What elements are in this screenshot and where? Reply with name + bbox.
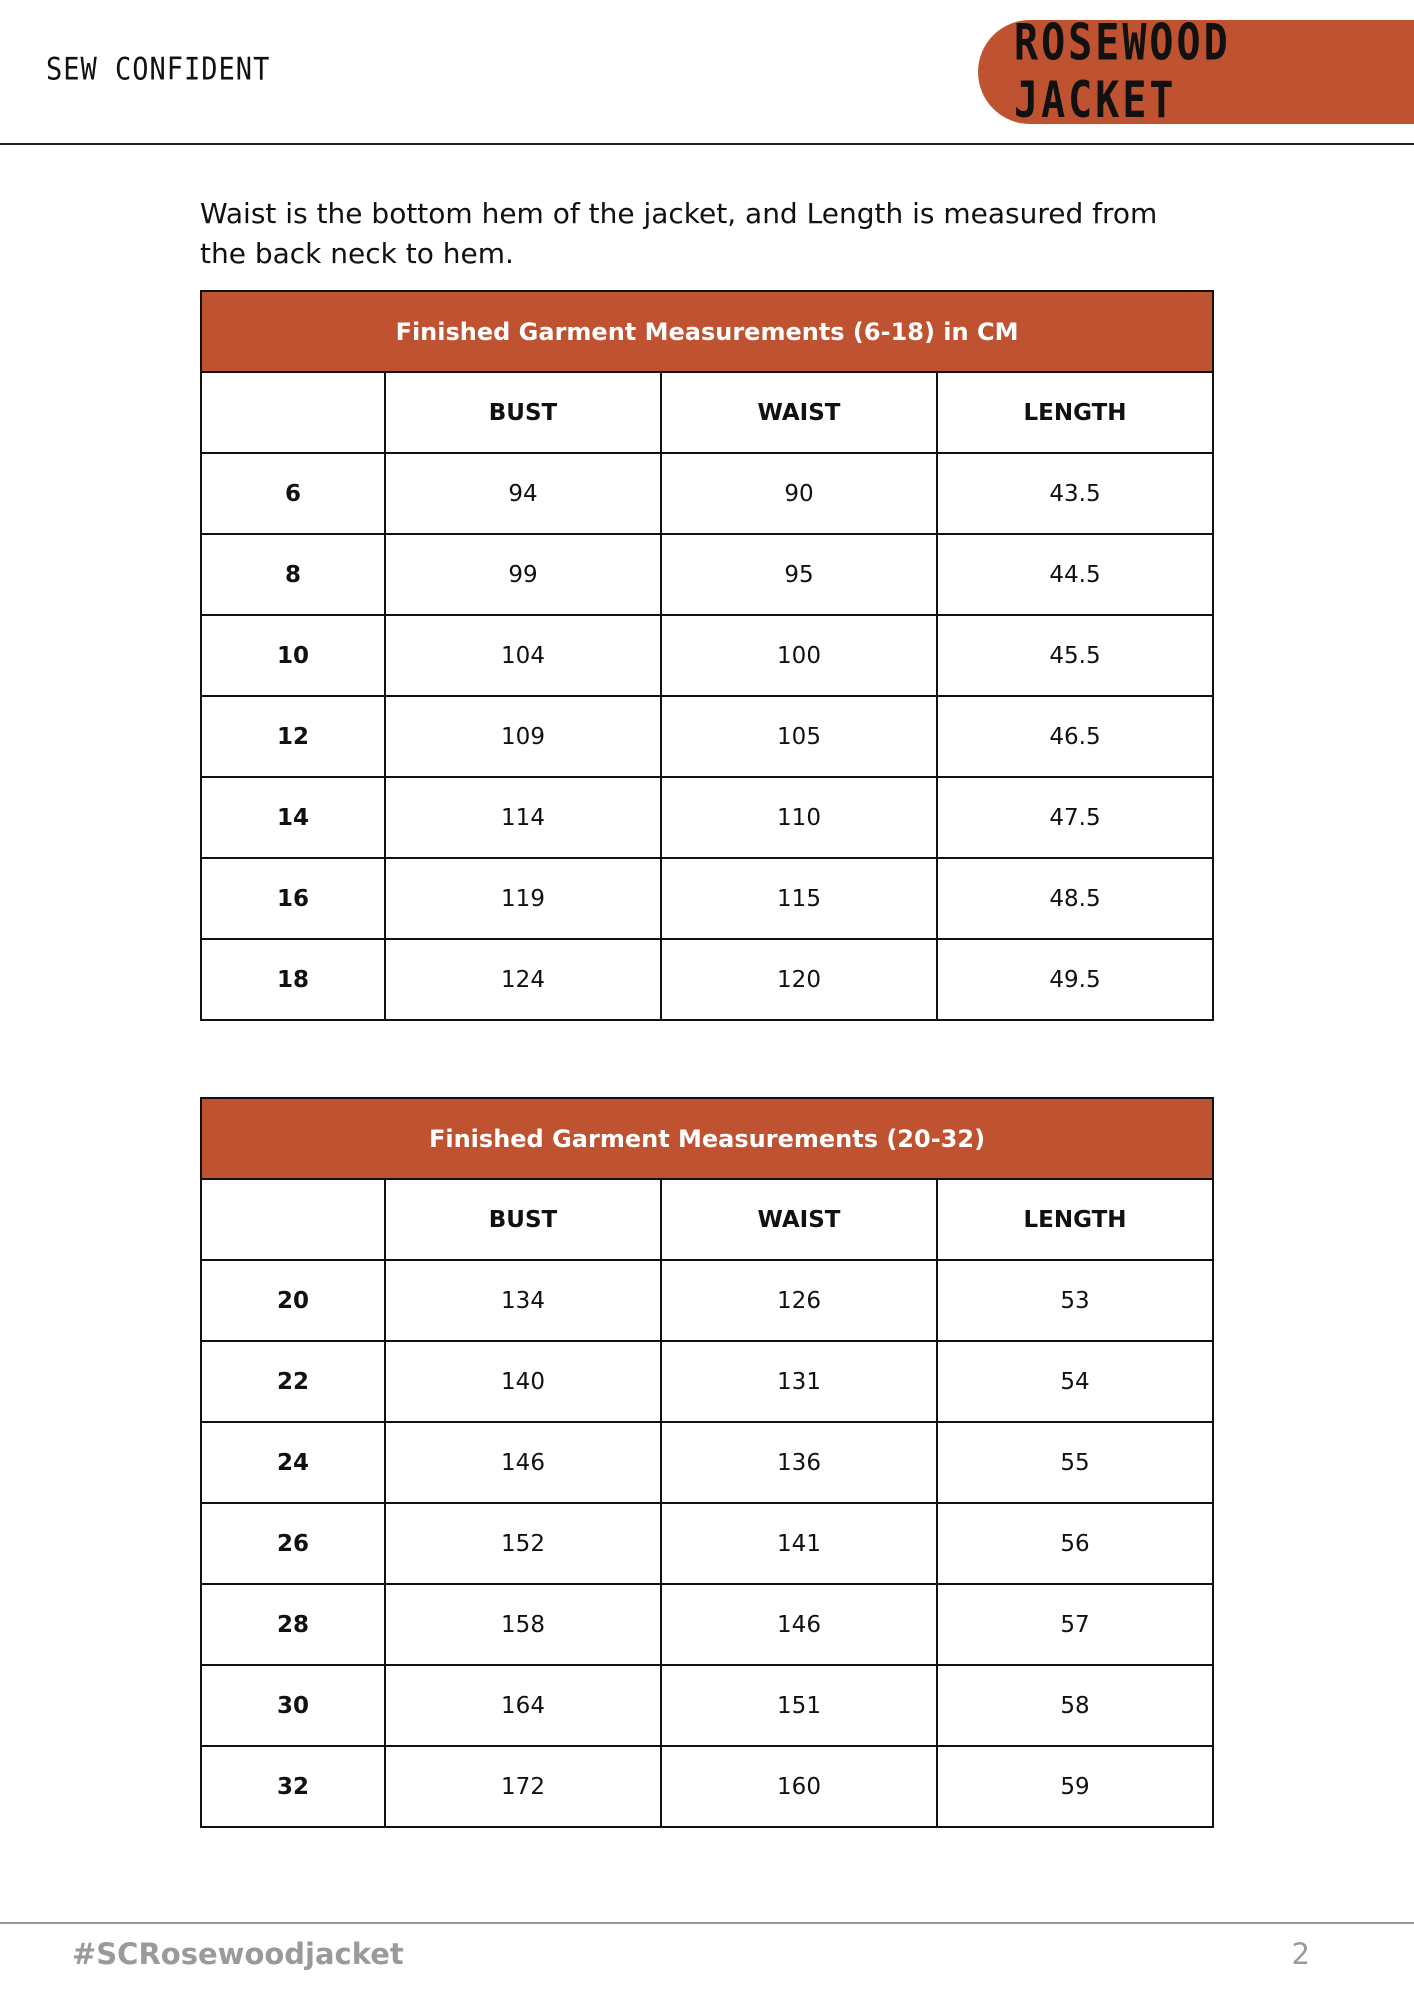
table-row	[201, 1746, 1213, 1827]
waist-cell: 131	[661, 1341, 937, 1422]
table-row	[201, 1665, 1213, 1746]
table-row	[201, 1503, 1213, 1584]
bust-cell: 134	[385, 1260, 661, 1341]
table-row	[201, 777, 1213, 858]
measurements-table-6-18	[200, 290, 1214, 1021]
document-title: ROSEWOOD JACKET	[1014, 14, 1231, 130]
size-cell: 12	[201, 696, 385, 777]
bust-cell: 94	[385, 453, 661, 534]
length-cell: 47.5	[937, 777, 1213, 858]
length-cell: 56	[937, 1503, 1213, 1584]
size-cell: 18	[201, 939, 385, 1020]
intro-text: Waist is the bottom hem of the jacket, and Length is measured from the back neck to hem.	[200, 197, 1158, 270]
size-cell: 8	[201, 534, 385, 615]
waist-cell: 120	[661, 939, 937, 1020]
waist-cell: 151	[661, 1665, 937, 1746]
column-header-waist: WAIST	[661, 372, 937, 453]
bust-cell: 152	[385, 1503, 661, 1584]
size-cell: 24	[201, 1422, 385, 1503]
column-header-bust: BUST	[385, 372, 661, 453]
waist-cell: 136	[661, 1422, 937, 1503]
size-cell: 22	[201, 1341, 385, 1422]
bust-cell: 164	[385, 1665, 661, 1746]
table-row	[201, 453, 1213, 534]
waist-cell: 115	[661, 858, 937, 939]
column-header-size	[201, 372, 385, 453]
size-cell: 6	[201, 453, 385, 534]
bust-cell: 140	[385, 1341, 661, 1422]
bust-cell: 114	[385, 777, 661, 858]
length-cell: 46.5	[937, 696, 1213, 777]
column-header-waist: WAIST	[661, 1179, 937, 1260]
waist-cell: 95	[661, 534, 937, 615]
bust-cell: 172	[385, 1746, 661, 1827]
bust-cell: 158	[385, 1584, 661, 1665]
title-banner	[978, 14, 1414, 130]
bust-cell: 104	[385, 615, 661, 696]
length-cell: 49.5	[937, 939, 1213, 1020]
header-divider	[0, 143, 1414, 145]
bust-cell: 99	[385, 534, 661, 615]
length-cell: 53	[937, 1260, 1213, 1341]
waist-cell: 100	[661, 615, 937, 696]
bust-cell: 124	[385, 939, 661, 1020]
size-cell: 26	[201, 1503, 385, 1584]
column-header-length: LENGTH	[937, 372, 1213, 453]
table-row	[201, 1341, 1213, 1422]
waist-cell: 160	[661, 1746, 937, 1827]
table-row	[201, 1422, 1213, 1503]
length-cell: 58	[937, 1665, 1213, 1746]
table-row	[201, 615, 1213, 696]
brand-name: SEW CONFIDENT	[46, 52, 271, 88]
bust-cell: 146	[385, 1422, 661, 1503]
size-cell: 10	[201, 615, 385, 696]
table-row	[201, 939, 1213, 1020]
table-row	[201, 696, 1213, 777]
length-cell: 59	[937, 1746, 1213, 1827]
length-cell: 48.5	[937, 858, 1213, 939]
table-caption: Finished Garment Measurements (6-18) in CM	[201, 291, 1213, 372]
length-cell: 43.5	[937, 453, 1213, 534]
length-cell: 44.5	[937, 534, 1213, 615]
bust-cell: 109	[385, 696, 661, 777]
size-cell: 20	[201, 1260, 385, 1341]
table-row	[201, 534, 1213, 615]
footer-hashtag: #SCRosewoodjacket	[72, 1937, 404, 1971]
length-cell: 55	[937, 1422, 1213, 1503]
column-header-size	[201, 1179, 385, 1260]
size-cell: 14	[201, 777, 385, 858]
table-row	[201, 1260, 1213, 1341]
size-cell: 28	[201, 1584, 385, 1665]
measurements-table-20-32	[200, 1097, 1214, 1828]
length-cell: 54	[937, 1341, 1213, 1422]
waist-cell: 110	[661, 777, 937, 858]
column-header-bust: BUST	[385, 1179, 661, 1260]
page-number: 2	[1291, 1937, 1310, 1971]
size-cell: 30	[201, 1665, 385, 1746]
waist-cell: 146	[661, 1584, 937, 1665]
table-caption: Finished Garment Measurements (20-32)	[201, 1098, 1213, 1179]
waist-cell: 141	[661, 1503, 937, 1584]
column-header-length: LENGTH	[937, 1179, 1213, 1260]
table-row	[201, 858, 1213, 939]
length-cell: 57	[937, 1584, 1213, 1665]
bust-cell: 119	[385, 858, 661, 939]
size-cell: 16	[201, 858, 385, 939]
waist-cell: 90	[661, 453, 937, 534]
waist-cell: 105	[661, 696, 937, 777]
footer-divider	[0, 1922, 1414, 1924]
waist-cell: 126	[661, 1260, 937, 1341]
length-cell: 45.5	[937, 615, 1213, 696]
table-row	[201, 1584, 1213, 1665]
size-cell: 32	[201, 1746, 385, 1827]
